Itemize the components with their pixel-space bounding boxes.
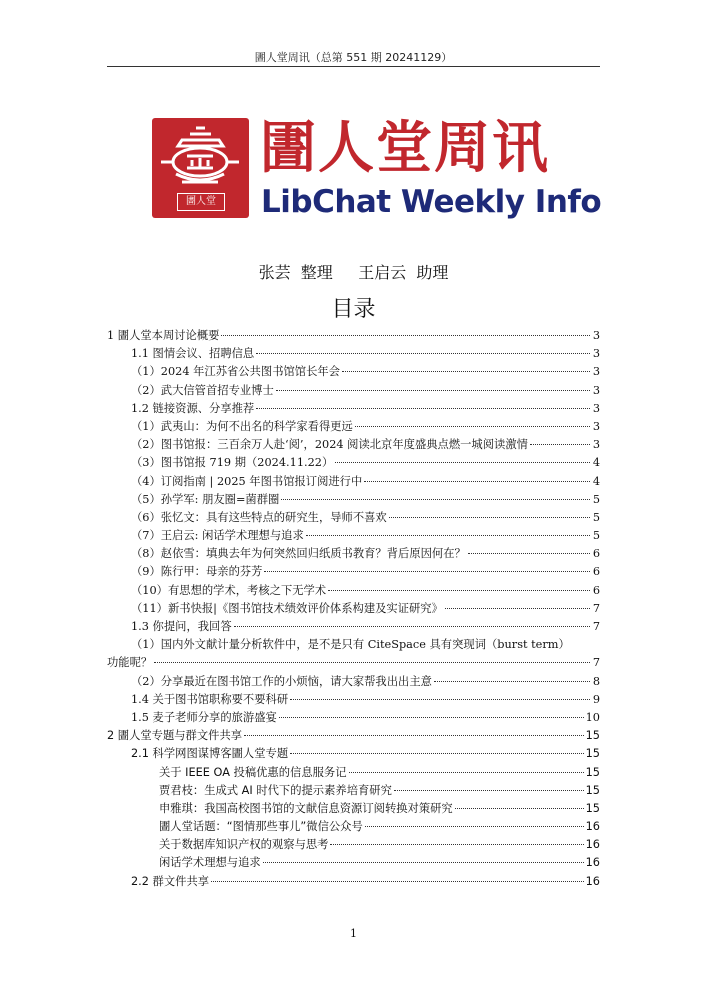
toc-entry-label: （9）陈行甲：母亲的芬芳 <box>131 565 263 579</box>
toc-leader-dots <box>244 734 584 736</box>
toc-entry-page: 3 <box>592 383 600 397</box>
toc-entry-label: 关于 IEEE OA 投稿优惠的信息服务记 <box>159 765 347 779</box>
toc-entry-page: 9 <box>592 692 600 706</box>
toc-leader-dots <box>290 698 590 700</box>
toc-entry[interactable] <box>107 818 600 836</box>
toc-entry[interactable] <box>107 473 600 491</box>
toc-entry-page: 16 <box>585 838 600 852</box>
toc-leader-dots <box>263 861 584 863</box>
toc-entry-label: 1 圕人堂本周讨论概要 <box>107 329 220 342</box>
toc-entry[interactable] <box>107 854 600 872</box>
toc-entry[interactable] <box>107 709 600 727</box>
toc-entry-page: 3 <box>592 347 600 361</box>
toc-entry[interactable] <box>107 600 600 618</box>
toc-entry[interactable] <box>107 545 600 563</box>
page-number: 1 <box>350 927 357 940</box>
toc-entry[interactable] <box>107 782 600 800</box>
toc-entry[interactable] <box>107 509 600 527</box>
toc-entry-page: 16 <box>585 856 600 870</box>
toc-entry-label: 关于数据库知识产权的观察与思考 <box>159 838 329 852</box>
toc-leader-dots <box>364 480 590 482</box>
toc-entry-page: 10 <box>585 710 600 724</box>
toc-entry[interactable] <box>107 836 600 854</box>
toc-entry-page: 15 <box>585 729 600 743</box>
toc-leader-dots <box>281 498 590 500</box>
toc-leader-dots <box>530 443 590 445</box>
toc-entry-label: （10）有思想的学术，考核之下无学术 <box>131 583 327 597</box>
toc-entry-page: 16 <box>585 874 600 888</box>
masthead-english-title: LibChat Weekly Info <box>261 184 602 220</box>
toc-entry[interactable] <box>107 400 600 418</box>
toc-leader-dots <box>468 552 590 554</box>
toc-leader-dots <box>256 407 590 409</box>
toc-leader-dots <box>365 825 584 827</box>
seal-logo <box>152 118 249 218</box>
seal-caption: 圕人堂 <box>177 193 225 211</box>
toc-entry-label: （1）武夷山：为何不出名的科学家看得更远 <box>131 419 353 433</box>
toc-entry[interactable] <box>107 636 600 672</box>
toc-entry-label: （11）新书快报|《图书馆技术绩效评价体系构建及实证研究》 <box>131 601 443 615</box>
toc-entry-page: 3 <box>592 365 600 379</box>
toc-leader-dots <box>434 680 590 682</box>
header-rule <box>107 66 600 67</box>
toc-entry-label: 1.4 关于图书馆职称要不要科研 <box>131 692 289 706</box>
toc-entry-label: 1.1 图情会议、招聘信息 <box>131 347 255 361</box>
toc-leader-dots <box>389 516 590 518</box>
toc-entry-page: 3 <box>592 438 600 452</box>
toc-entry-label: 2 圕人堂专题与群文件共享 <box>107 729 243 743</box>
toc-entry-label: 功能呢？ <box>107 656 153 670</box>
toc-entry-page: 7 <box>592 656 600 670</box>
toc-entry-page: 8 <box>592 674 600 688</box>
toc-entry-label: （5）孙学军: 朋友圈=菌群圈 <box>131 492 280 506</box>
toc-entry-page: 7 <box>592 620 600 633</box>
toc-entry-label: （1）国内外文献计量分析软件中，是不是只有 CiteSpace 具有突现词（burst term） <box>131 638 570 652</box>
toc-entry-label: 1.3 你提问，我回答 <box>131 620 232 633</box>
toc-entry-label: 1.2 链接资源、分享推荐 <box>131 401 255 415</box>
toc-entry-label: （3）图书馆报 719 期（2024.11.22） <box>131 456 334 470</box>
toc-entry-label: （1）2024 年江苏省公共图书馆馆长年会 <box>131 365 340 379</box>
toc-entry[interactable] <box>107 436 600 454</box>
toc-entry-label: 1.5 麦子老师分享的旅游盛宴 <box>131 710 277 724</box>
toc-entry-page: 5 <box>592 510 600 524</box>
toc-entry-label: 闲话学术理想与追求 <box>159 856 261 870</box>
toc-leader-dots <box>445 607 590 609</box>
toc-entry-page: 15 <box>585 783 600 797</box>
toc-entry[interactable] <box>107 764 600 782</box>
toc-entry-page: 15 <box>585 765 600 779</box>
toc-entry-page: 6 <box>592 583 600 597</box>
toc-entry-page: 3 <box>592 401 600 415</box>
toc-entry-page: 5 <box>592 529 600 543</box>
toc-entry-page: 4 <box>592 456 600 470</box>
toc-leader-dots <box>154 661 590 663</box>
toc-entry[interactable] <box>107 382 600 400</box>
toc-entry[interactable] <box>107 673 600 691</box>
toc-entry-line <box>107 654 600 672</box>
toc-entry-label: 2.2 群文件共享 <box>131 874 210 888</box>
toc-leader-dots <box>221 334 590 336</box>
toc-entry[interactable] <box>107 582 600 600</box>
editors-line: 张芸 整理 王启云 助理 <box>258 263 449 282</box>
masthead-chinese-title: 圕人堂周讯 <box>260 116 550 181</box>
toc-leader-dots <box>276 389 590 391</box>
running-header: 圕人堂周讯（总第 551 期 20241129） <box>254 51 453 64</box>
toc-leader-dots <box>234 625 590 627</box>
toc-entry-label: （6）张忆文：具有这些特点的研究生，导师不喜欢 <box>131 510 387 524</box>
toc-entry-label: 圕人堂话题：“图情那些事儿”微信公众号 <box>159 820 363 834</box>
toc-leader-dots <box>342 370 590 372</box>
toc-entry-line <box>131 636 600 654</box>
toc-entry-page: 6 <box>592 565 600 579</box>
toc-entry[interactable] <box>107 418 600 436</box>
toc-leader-dots <box>279 716 584 718</box>
toc-entry-page: 4 <box>592 474 600 488</box>
toc-entry[interactable] <box>107 727 600 745</box>
toc-leader-dots <box>264 570 590 572</box>
toc-entry-page: 3 <box>592 329 600 342</box>
toc-entry-label: （2）武大信管首招专业博士 <box>131 383 274 397</box>
toc-leader-dots <box>211 880 584 882</box>
toc-leader-dots <box>455 807 584 809</box>
toc-entry[interactable] <box>107 691 600 709</box>
toc-leader-dots <box>349 771 584 773</box>
toc-leader-dots <box>394 789 584 791</box>
toc-leader-dots <box>328 589 590 591</box>
toc-entry-page: 15 <box>585 747 600 761</box>
toc-entry[interactable] <box>107 745 600 763</box>
toc-entry-label: （4）订阅指南 | 2025 年图书馆报订阅进行中 <box>131 474 363 488</box>
toc-entry-label: 2.1 科学网图谋博客圕人堂专题 <box>131 747 289 761</box>
toc-entry-label: （7）王启云: 闲话学术理想与追求 <box>131 529 304 543</box>
toc-entry-page: 16 <box>585 820 600 834</box>
table-of-contents <box>107 327 600 891</box>
toc-leader-dots <box>330 843 583 845</box>
toc-entry-label: 申雅琪：我国高校图书馆的文献信息资源订阅转换对策研究 <box>159 801 453 815</box>
toc-entry-page: 5 <box>592 492 600 506</box>
toc-entry-label: （8）赵依雪：填典去年为何突然回归纸质书教育？背后原因何在？ <box>131 547 466 561</box>
toc-entry-label: 贾君枝：生成式 AI 时代下的提示素养培育研究 <box>159 783 392 797</box>
toc-entry-label: （2）图书馆报：三百余万人赴‘阅’，2024 阅读北京年度盛典点燃一城阅读激情 <box>131 438 528 452</box>
toc-title: 目录 <box>331 297 376 322</box>
toc-entry[interactable] <box>107 800 600 818</box>
toc-entry-page: 15 <box>585 801 600 815</box>
toc-leader-dots <box>256 352 590 354</box>
toc-entry[interactable] <box>107 491 600 509</box>
toc-entry-page: 3 <box>592 419 600 433</box>
toc-entry[interactable] <box>107 345 600 363</box>
toc-leader-dots <box>290 752 584 754</box>
toc-leader-dots <box>355 425 590 427</box>
toc-entry-page: 7 <box>592 601 600 615</box>
masthead-logo <box>152 116 602 222</box>
toc-entry[interactable] <box>107 527 600 545</box>
toc-entry[interactable] <box>107 873 600 891</box>
toc-entry[interactable] <box>107 618 600 636</box>
toc-entry[interactable] <box>107 454 600 472</box>
toc-entry[interactable] <box>107 563 600 581</box>
toc-entry-label: （2）分享最近在图书馆工作的小烦恼，请大家帮我出出主意 <box>131 674 432 688</box>
toc-leader-dots <box>335 461 590 463</box>
toc-entry-page: 6 <box>592 547 600 561</box>
toc-entry[interactable] <box>107 363 600 381</box>
toc-leader-dots <box>306 534 590 536</box>
toc-entry[interactable] <box>107 327 600 345</box>
